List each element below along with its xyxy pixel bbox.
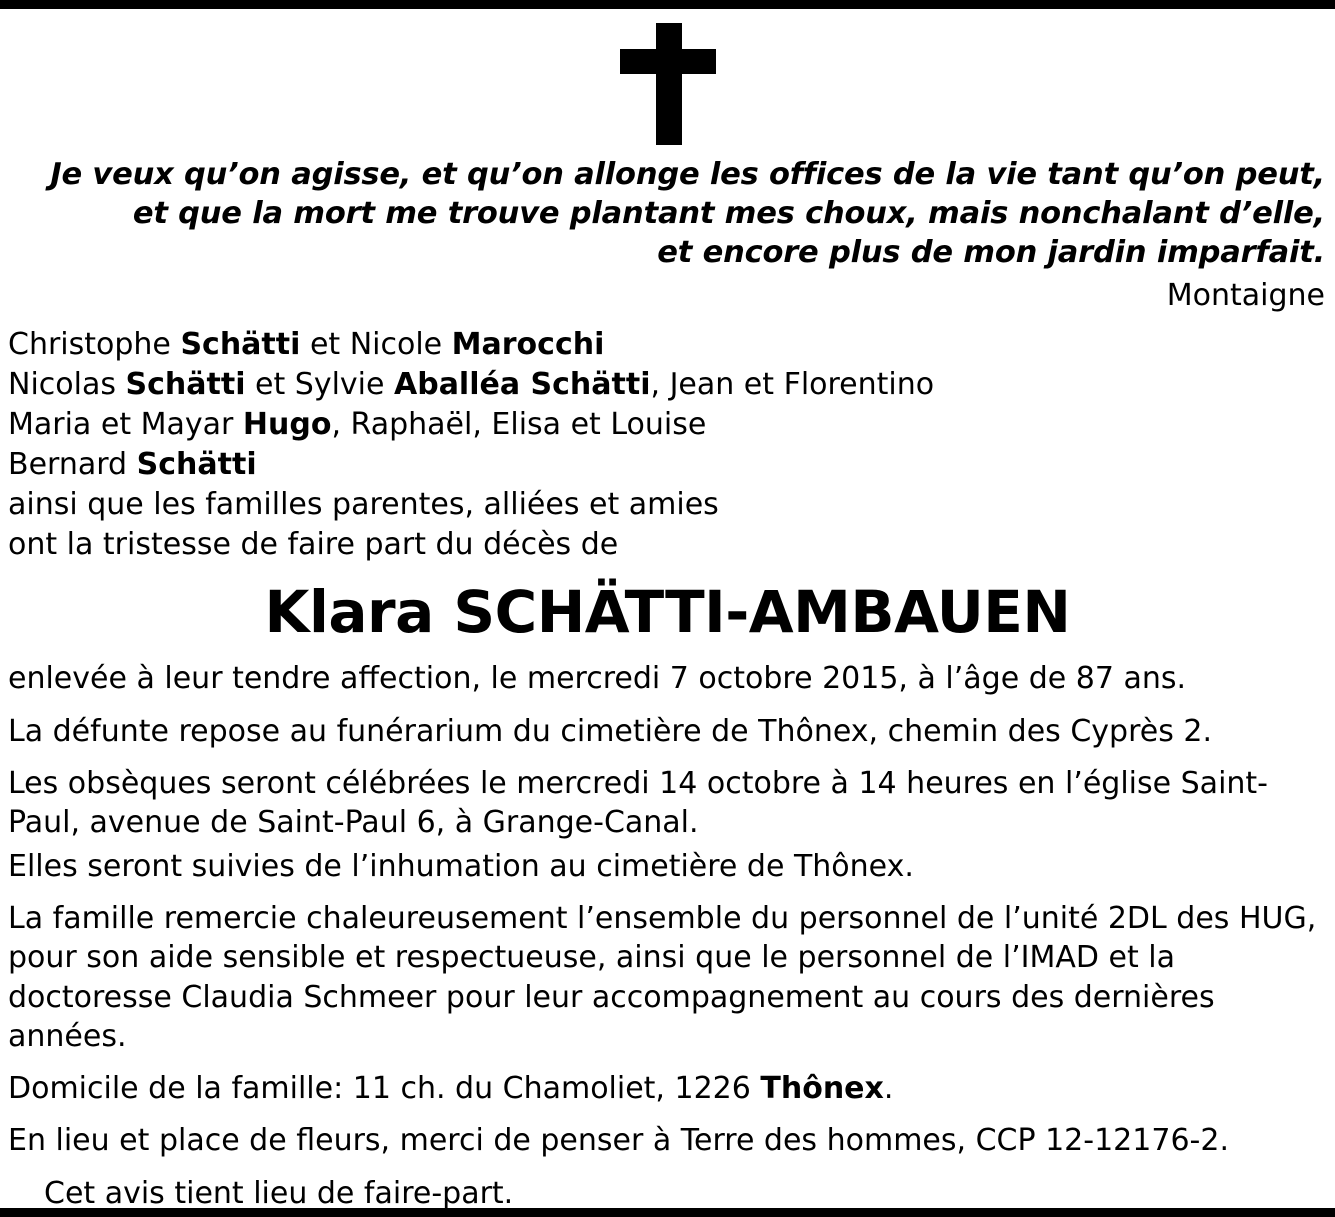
cross-vertical-bar (656, 23, 682, 145)
notice-paragraph-thanks: La famille remercie chaleureusement l’ensemble du personnel de l’unité 2DL des HUG, pour son aide sensible et respectueuse, ainsi que le personnel de l’IMAD et la doctoresse Claudia Schmeer pour leur accompagnement au cours des dernières années. (8, 900, 1317, 1054)
family-line: ont la tristesse de faire part du décès de (8, 526, 619, 562)
notice-paragraph-repose: La défunte repose au funérarium du cimetière de Thônex, chemin des Cyprès 2. (8, 713, 1212, 749)
family-line: ainsi que les familles parentes, alliées et amies (8, 486, 719, 522)
cross-horizontal-bar (620, 49, 716, 74)
quote-author: Montaigne (1166, 278, 1325, 314)
notice-paragraph-donations: En lieu et place de fleurs, merci de penser à Terre des hommes, CCP 12-12176-2. (8, 1123, 1229, 1159)
quote-line: Je veux qu’on agisse, et qu’on allonge les offices de la vie tant qu’on peut, (50, 157, 1325, 192)
notice-paragraph-closing: Cet avis tient lieu de faire-part. (44, 1175, 514, 1211)
epigraph-quote (8, 155, 1327, 272)
family-members-list (8, 325, 1327, 564)
quote-line: et que la mort me trouve plantant mes choux, mais nonchalant d’elle, (132, 196, 1325, 232)
notice-paragraph-burial: Elles seront suivies de l’inhumation au cimetière de Thônex. (8, 848, 914, 884)
notice-paragraph-address: Domicile de la famille: 11 ch. du Chamoliet, 1226 Thônex. (8, 1071, 894, 1107)
quote-line: et encore plus de mon jardin imparfait. (657, 235, 1325, 271)
family-line: Nicolas Schätti et Sylvie Aballéa Schätti, Jean et Florentino (8, 366, 935, 402)
notice-paragraph-ceremony: Les obsèques seront célébrées le mercredi 14 octobre à 14 heures en l’église Saint-Paul, avenue de Saint-Paul 6, à Grange-Canal. (8, 766, 1268, 841)
family-line: Bernard Schätti (8, 446, 257, 482)
cross-symbol-area (8, 23, 1327, 153)
family-line: Christophe Schätti et Nicole Marocchi (8, 327, 605, 363)
latin-cross-icon (620, 23, 716, 145)
notice-paragraph-death: enlevée à leur tendre affection, le mercredi 7 octobre 2015, à l’âge de 87 ans. (8, 661, 1187, 697)
family-line: Maria et Mayar Hugo, Raphaël, Elisa et Louise (8, 406, 707, 442)
deceased-name: Klara SCHÄTTI-AMBAUEN (264, 578, 1071, 647)
